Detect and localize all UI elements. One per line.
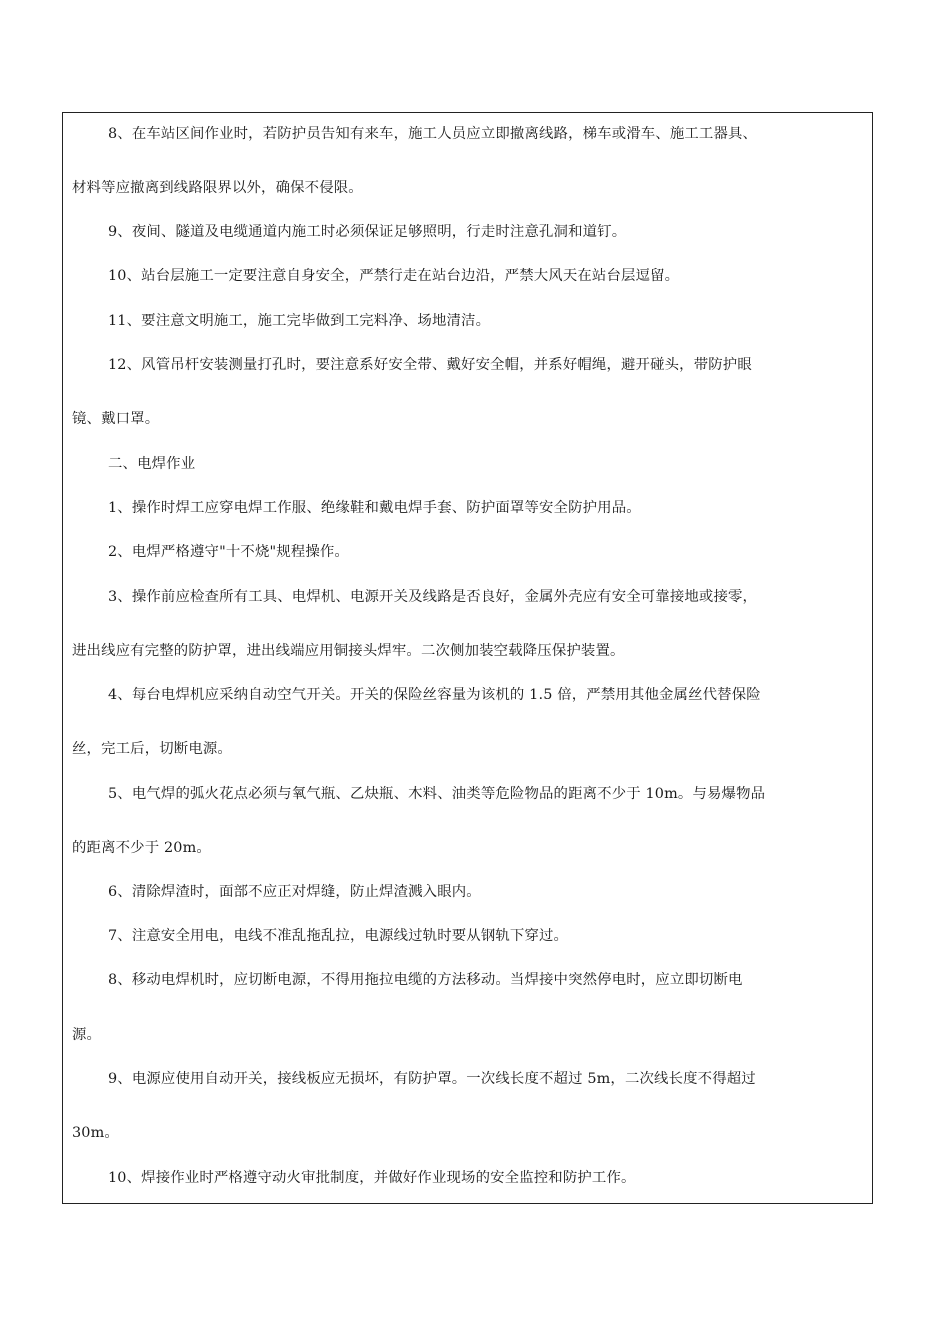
text-line: 4、每台电焊机应采纳自动空气开关。开关的保险丝容量为该机的 1.5 倍，严禁用其他金属丝代替保险 (108, 687, 761, 703)
text-line: 进出线应有完整的防护罩，进出线端应用铜接头焊牢。二次侧加装空载降压保护装置。 (72, 643, 625, 659)
text-line: 10、焊接作业时严格遵守动火审批制度，并做好作业现场的安全监控和防护工作。 (108, 1170, 636, 1186)
content-frame (62, 112, 873, 1204)
text-line: 丝，完工后，切断电源。 (72, 741, 232, 757)
text-line: 3、操作前应检查所有工具、电焊机、电源开关及线路是否良好，金属外壳应有安全可靠接地或接零， (108, 589, 758, 605)
text-line: 2、电焊严格遵守"十不烧"规程操作。 (108, 544, 349, 560)
text-line: 源。 (72, 1027, 102, 1043)
text-line: 5、电气焊的弧火花点必须与氧气瓶、乙炔瓶、木料、油类等危险物品的距离不少于 10m。与易爆物品 (108, 786, 766, 802)
text-line: 9、电源应使用自动开关，接线板应无损坏，有防护罩。一次线长度不超过 5m，二次线长度不得超过 (108, 1071, 756, 1087)
text-line: 镜、戴口罩。 (72, 411, 160, 427)
text-line: 9、夜间、隧道及电缆通道内施工时必须保证足够照明，行走时注意孔洞和道钉。 (108, 224, 627, 240)
text-line: 7、注意安全用电，电线不准乱拖乱拉，电源线过轨时要从钢轨下穿过。 (108, 928, 569, 944)
text-line: 8、在车站区间作业时，若防护员告知有来车，施工人员应立即撤离线路，梯车或滑车、施工工器具、 (108, 126, 758, 142)
text-line: 1、操作时焊工应穿电焊工作服、绝缘鞋和戴电焊手套、防护面罩等安全防护用品。 (108, 500, 641, 516)
text-line: 6、清除焊渣时，面部不应正对焊缝，防止焊渣溅入眼内。 (108, 884, 481, 900)
section-heading: 二、电焊作业 (108, 456, 196, 472)
text-line: 12、风管吊杆安装测量打孔时，要注意系好安全带、戴好安全帽，并系好帽绳，避开碰头，带防护眼 (108, 357, 752, 373)
text-line: 的距离不少于 20m。 (72, 840, 211, 856)
text-line: 8、移动电焊机时，应切断电源，不得用拖拉电缆的方法移动。当焊接中突然停电时，应立即切断电 (108, 972, 743, 988)
text-line: 材料等应撤离到线路限界以外，确保不侵限。 (72, 180, 363, 196)
text-line: 10、站台层施工一定要注意自身安全，严禁行走在站台边沿，严禁大风天在站台层逗留。 (108, 268, 680, 284)
text-line: 30m。 (72, 1125, 119, 1141)
text-line: 11、要注意文明施工，施工完毕做到工完料净、场地清洁。 (108, 313, 491, 329)
